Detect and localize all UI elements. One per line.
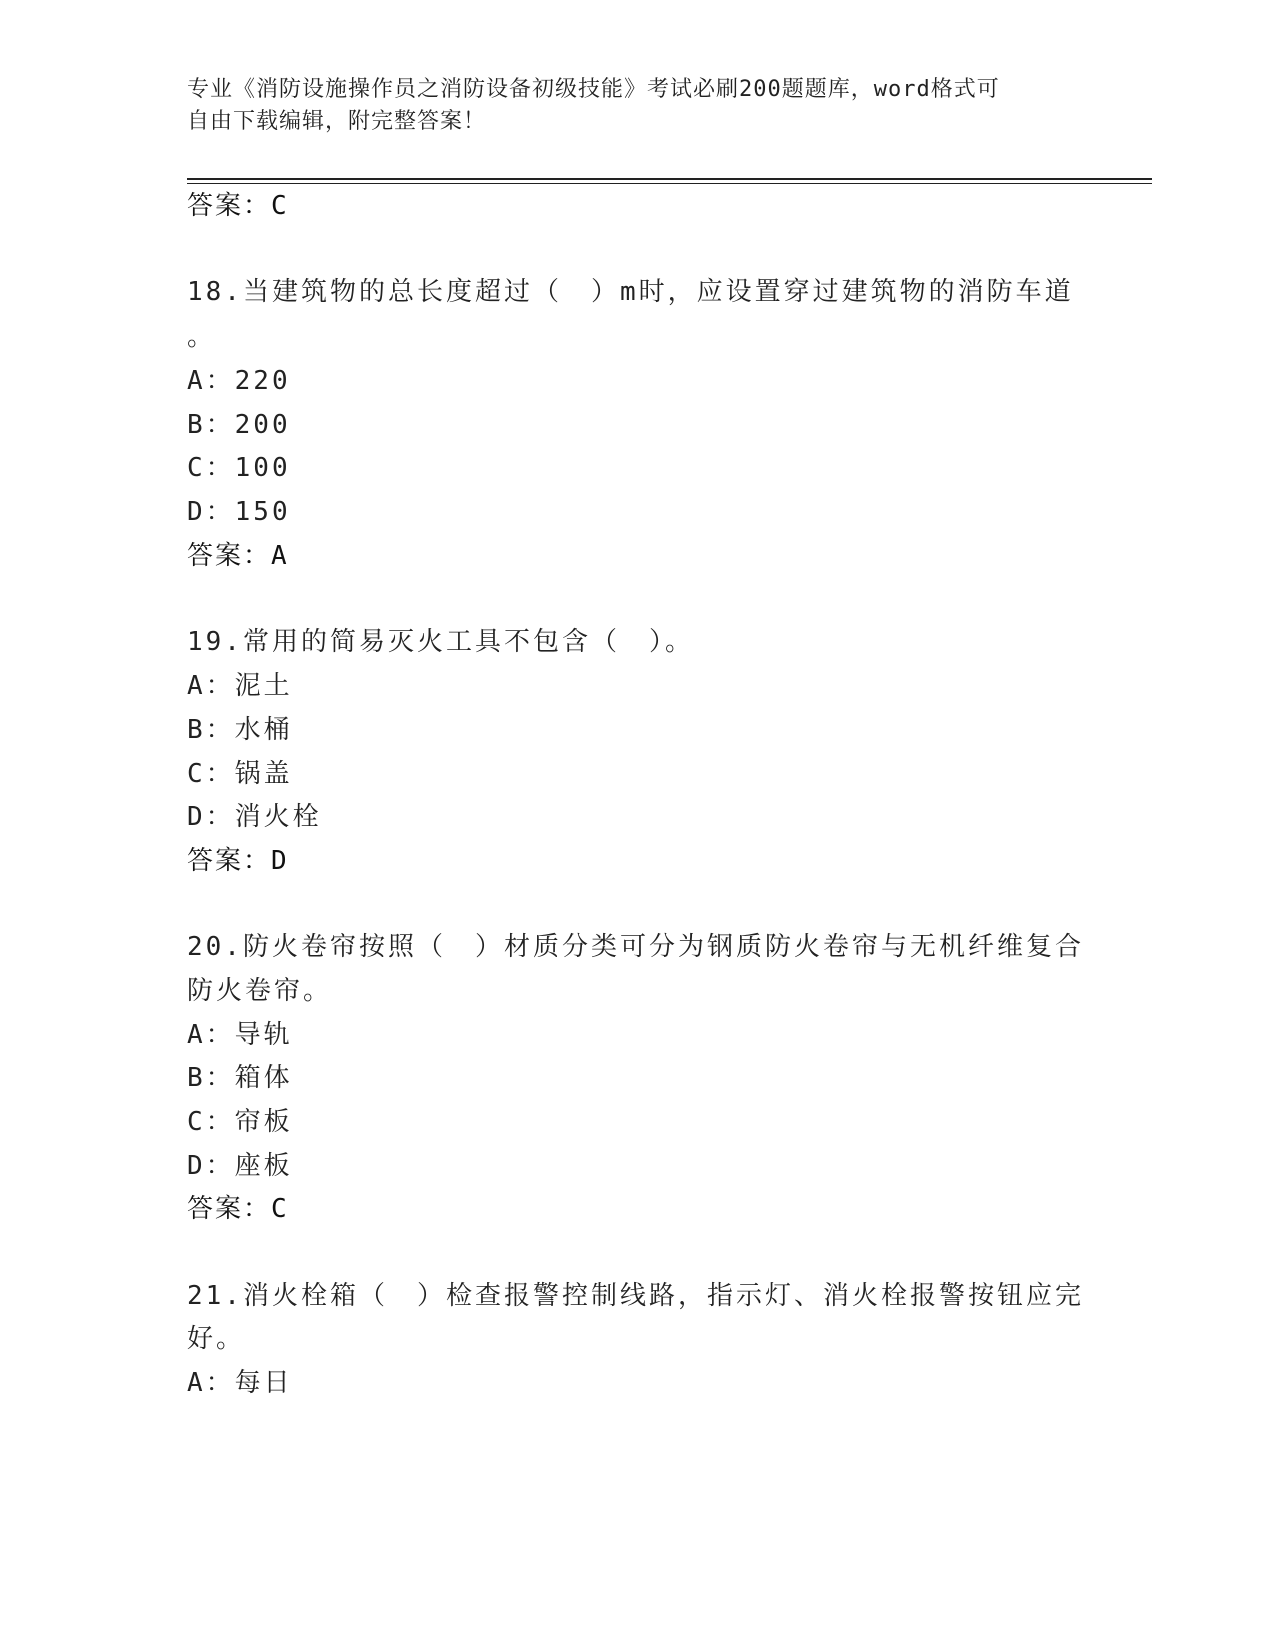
question-19-answer: 答案：D — [187, 846, 289, 876]
question-18-option-b: B：200 — [187, 410, 291, 440]
question-21-option-a: A：每日 — [187, 1368, 293, 1398]
question-20-stem-cont: 防火卷帘。 — [187, 976, 333, 1006]
question-18-option-c: C：100 — [187, 453, 291, 483]
question-19-option-b: B：水桶 — [187, 715, 293, 745]
question-18-stem: 18.当建筑物的总长度超过（ ）m时，应设置穿过建筑物的消防车道 — [187, 277, 1074, 307]
question-20-option-d: D：座板 — [187, 1151, 293, 1181]
question-20-answer: 答案：C — [187, 1194, 289, 1224]
question-19-option-a: A：泥土 — [187, 671, 293, 701]
question-19-stem: 19.常用的简易灭火工具不包含（ ）。 — [187, 627, 694, 657]
question-21-stem-cont: 好。 — [187, 1324, 246, 1354]
question-20-option-c: C：帘板 — [187, 1107, 293, 1137]
question-18-option-d: D：150 — [187, 497, 291, 527]
question-18-option-a: A：220 — [187, 366, 291, 396]
question-18-stem-cont: 。 — [187, 322, 217, 352]
header-line-1: 专业《消防设施操作员之消防设备初级技能》考试必刷200题题库，word格式可 — [187, 77, 1000, 102]
header-divider-thick — [187, 178, 1152, 180]
question-20-option-a: A：导轨 — [187, 1020, 293, 1050]
previous-answer: 答案：C — [187, 191, 289, 221]
question-18-answer: 答案：A — [187, 541, 289, 571]
document-header — [187, 74, 1087, 138]
question-20-stem: 20.防火卷帘按照（ ）材质分类可分为钢质防火卷帘与无机纤维复合 — [187, 932, 1084, 962]
question-19-option-d: D：消火栓 — [187, 802, 322, 832]
question-19-option-c: C：锅盖 — [187, 759, 293, 789]
header-divider-thin — [187, 183, 1152, 184]
question-20-option-b: B：箱体 — [187, 1063, 293, 1093]
header-line-2: 自由下载编辑，附完整答案！ — [187, 109, 487, 134]
question-21-stem: 21.消火栓箱（ ）检查报警控制线路，指示灯、消火栓报警按钮应完 — [187, 1281, 1084, 1311]
